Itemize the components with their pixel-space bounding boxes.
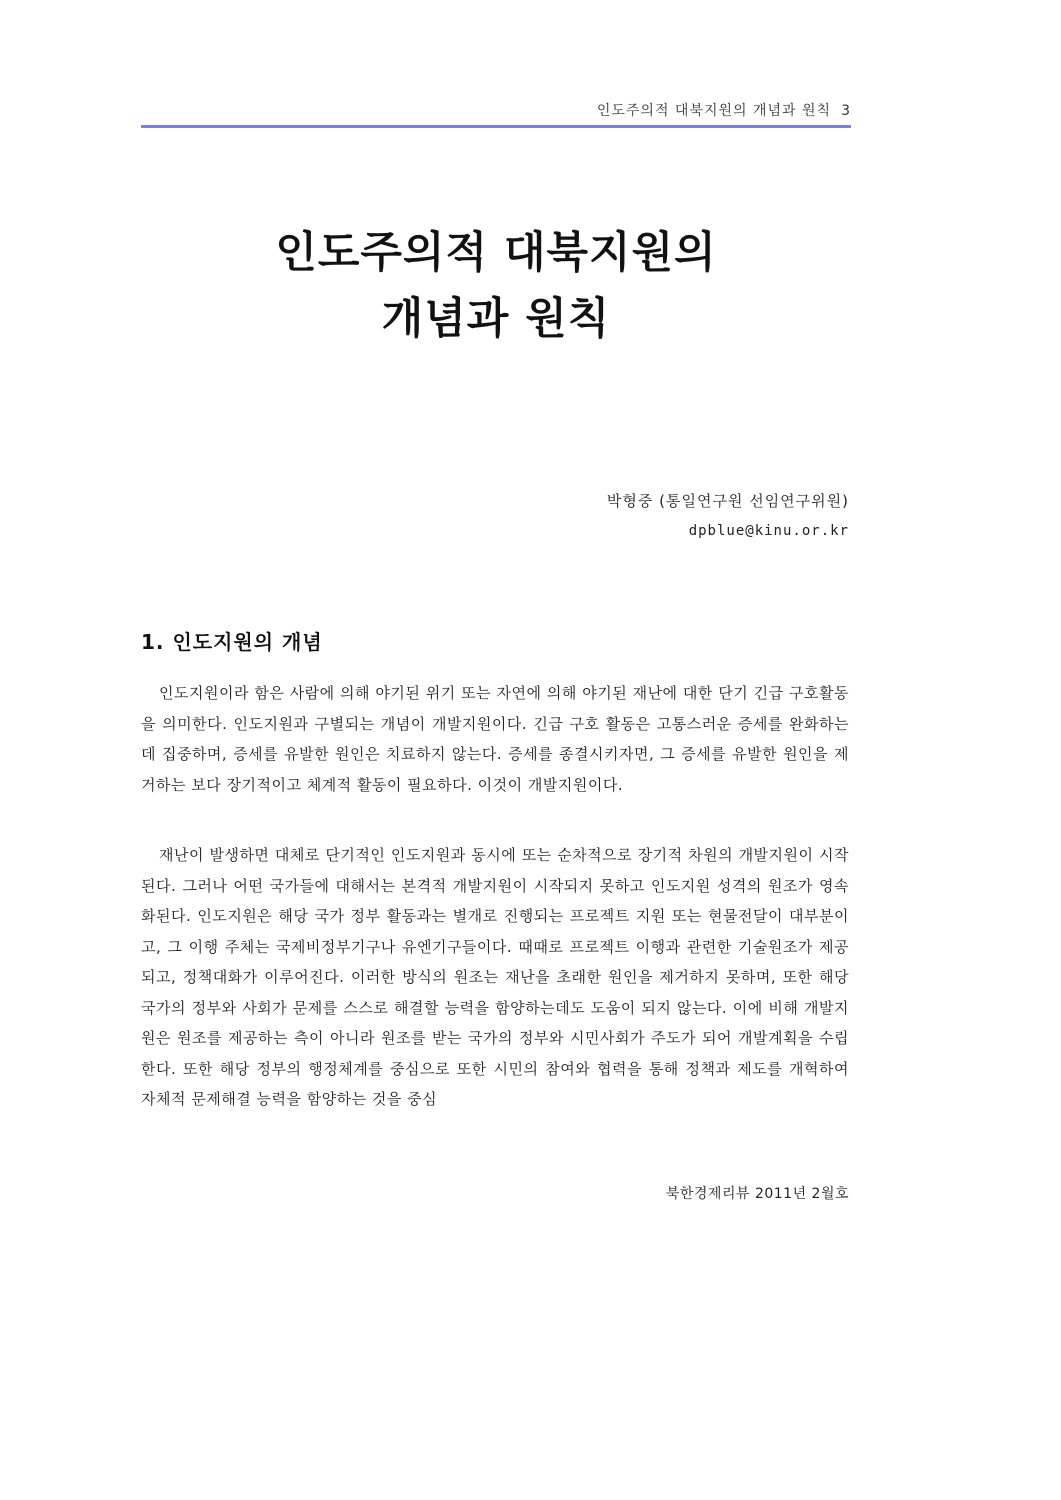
header-rule (141, 125, 851, 128)
running-header-title: 인도주의적 대북지원의 개념과 원칙 (596, 103, 832, 119)
author-block (141, 486, 849, 546)
running-footer: 북한경제리뷰 2011년 2월호 (665, 1186, 849, 1202)
author-email: dpblue@kinu.or.kr (688, 523, 849, 539)
author-name: 박형중 (통일연구원 선임연구위원) (606, 492, 849, 510)
body-paragraph-2-container (141, 840, 849, 1115)
body-paragraph: 인도지원이라 함은 사람에 의해 야기된 위기 또는 자연에 의해 야기된 재난에 대한 단기 긴급 구호활동을 의미한다. 인도지원과 구별되는 개념이 개발지원이다. 긴급 구호 활동은 고통스러운 증세를 완화하는데 집중하며, 증세를 유발한 원인은 치료하지 않는다. 증세를 종결시키자면, 그 증세를 유발한 원인을 제거하는 보다 장기적이고 체계적 활동이 필요하다. 이것이 개발지원이다. (141, 684, 849, 794)
document-title-line-2: 개념과 원칙 (381, 294, 611, 344)
document-title (141, 220, 851, 352)
running-header (141, 100, 851, 120)
document-title-line-1: 인도주의적 대북지원의 (275, 228, 717, 278)
body-paragraph-1-container (141, 678, 849, 800)
body-paragraph: 재난이 발생하면 대체로 단기적인 인도지원과 동시에 또는 순차적으로 장기적 차원의 개발지원이 시작된다. 그러나 어떤 국가들에 대해서는 본격적 개발지원이 시작되지 못하고 인도지원 성격의 원조가 영속화된다. 인도지원은 해당 국가 정부 활동과는 별개로 진행되는 프로젝트 지원 또는 현물전달이 대부분이고, 그 이행 주체는 국제비정부기구나 유엔기구들이다. 때때로 프로젝트 이행과 관련한 기술원조가 제공되고, 정책대화가 이루어진다. 이러한 방식의 원조는 재난을 초래한 원인을 제거하지 못하며, 또한 해당 국가의 정부와 사회가 문제를 스스로 해결할 능력을 함양하는데도 도움이 되지 않는다. 이에 비해 개발지원은 원조를 제공하는 측이 아니라 원조를 받는 국가의 정부와 시민사회가 주도가 되어 개발계획을 수립한다. 또한 해당 정부의 행정체계를 중심으로 또한 시민의 참여와 협력을 통해 정책과 제도를 개혁하여 자체적 문제해결 능력을 함양하는 것을 중심 (141, 846, 849, 1108)
section-heading: 1. 인도지원의 개념 (141, 630, 323, 654)
page-number: 3 (841, 103, 851, 119)
